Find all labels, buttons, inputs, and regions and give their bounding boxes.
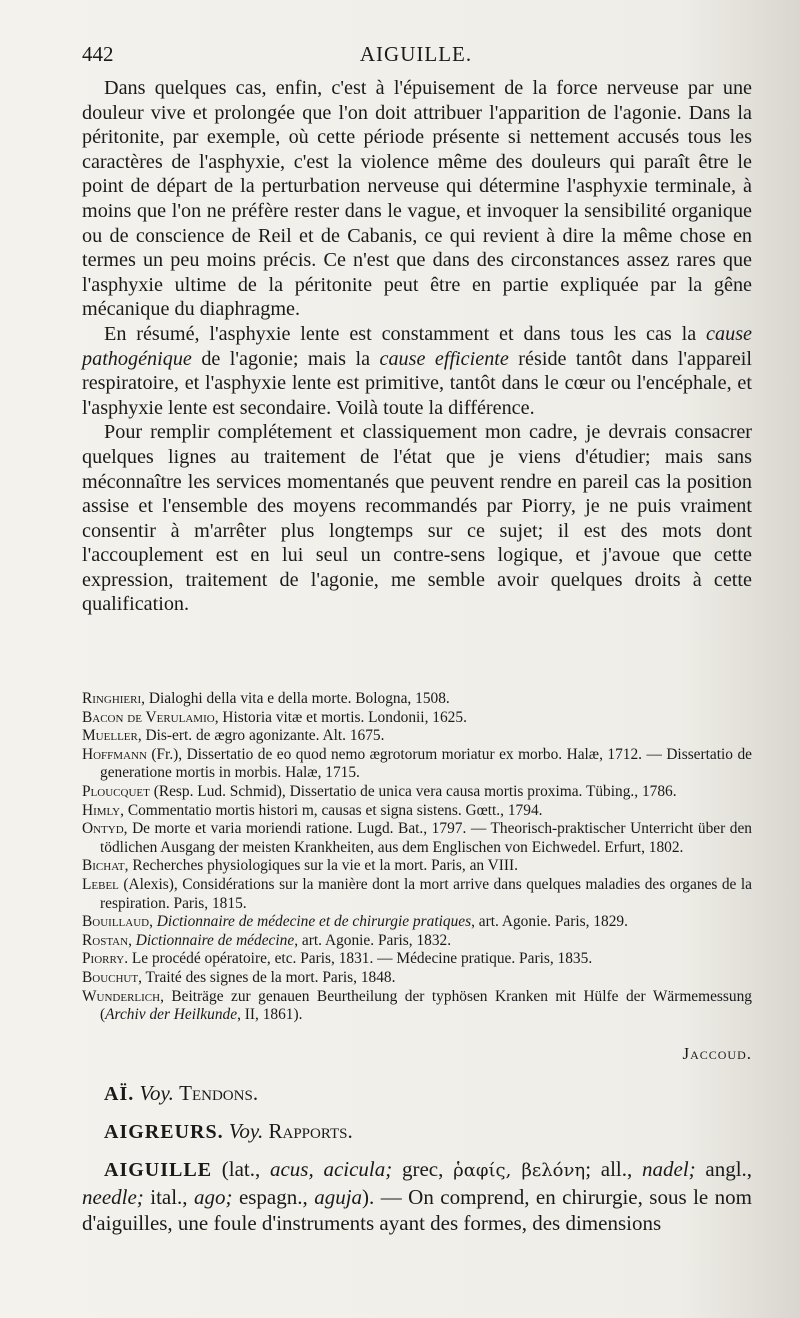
reference-item [82,820,752,857]
entry-latin: acus, acicula; [269,1157,393,1181]
reference-text-pre: , Beiträge zur genauen Beurtheilung der typhösen Kranken mit Hülfe der Wärmemessung ( [100,987,752,1024]
reference-item [82,969,752,988]
reference-item [82,709,752,728]
paragraph-1: Dans quelques cas, enfin, c'est à l'épuisement de la force nerveuse par une douleur vive et prolongée que l'on doit attribuer l'apparition de l'agonie. Dans la péritonite, par exemple, où cette période présente si nettement accusés tous les caractères de l'asphyxie, c'est la violence même des douleurs qui paraît être le point de départ de la perturbation nerveuse qui détermine l'asphyxie terminale, à moins que l'on ne préfère rester dans le vague, et invoquer la sensibilité organique ou de conscience de Reil et de Cabanis, ce qui revient à dire la même chose en termes un peu moins précis. Ce n'est que dans des circonstances assez rares que l'asphyxie ultime de la péritonite peut être en partie expliquée par la gêne mécanique du diaphragme. [82,77,752,321]
page-header [82,42,750,72]
entry-german: nadel; [642,1157,696,1181]
reference-text: . Le procédé opératoire, etc. Paris, 1831. — Médecine pratique. Paris, 1835. [124,950,593,968]
entry-aiguille [82,1156,752,1236]
entry-text: espagn., [232,1185,315,1209]
reference-text: , Dialoghi della vita e della morte. Bologna, 1508. [141,690,450,707]
reference-item [82,950,752,969]
reference-item [82,727,752,746]
entry-cross-reference: Tendons. [179,1081,259,1105]
main-text [82,76,752,617]
reference-item: Rostan, Dictionnaire de médecine, art. Agonie. Paris, 1832. [82,931,452,949]
reference-author: Ringhieri [82,690,142,707]
reference-title-italic: Archiv der Heilkunde [105,1006,238,1024]
reference-author: Ploucquet [82,782,150,800]
reference-text: , II, 1861). [237,1006,303,1024]
reference-author: Ontyd [82,820,124,838]
entry-text: ital., [143,1185,194,1209]
paragraph-2-text-c: réside tantôt dans l'appareil respiratoire, et l'asphyxie lente est primitive, tantôt dans le cœur ou l'encéphale, et l'asphyxie lente est secondaire. Voilà toute la différence. [82,347,753,419]
reference-author: Himly [82,801,121,819]
reference-author: Piorry [82,950,125,968]
reference-author: Rostan [82,931,129,949]
reference-item [82,988,752,1025]
reference-text: , Historia vitæ et mortis. Londonii, 1625. [214,708,467,726]
reference-text: , Traité des signes de la mort. Paris, 1848. [138,968,396,986]
reference-author: Bacon de Verulamio [82,708,215,726]
reference-text: , Recherches physiologiques sur la vie et la mort. Paris, an VIII. [124,857,519,875]
entry-headword: AÏ. [104,1083,135,1105]
reference-title-italic: Dictionnaire de médecine [135,931,295,949]
paragraph-3: Pour remplir complétement et classiquement mon cadre, je devrais consacrer quelques lignes au traitement de l'état que je viens d'étudier; mais sans méconnaître les services momentanés que peuvent rendre en pareil cas la position assise et l'ensemble des moyens recommandés par Piorry, je ne puis vraiment consentir à m'arrêter plus longtemps sur ce sujet; il est des mots dont l'accouplement est en lui seul un contre-sens logique, et j'avoue que cette expression, traitement de l'agonie, me semble avoir quelques droits à cette qualification. [82,421,752,616]
reference-item [82,802,752,821]
reference-author: Wunderlich [82,987,161,1005]
reference-author: Bichat [82,857,125,875]
reference-text: , art. Agonie. Paris, 1832. [294,931,452,949]
entry-text: grec, [392,1157,454,1181]
reference-author: Bouillaud [82,913,150,931]
entry-spanish: aguja [314,1185,363,1209]
reference-text: , Commentatio mortis histori m, causas et signa sistens. Gœtt., 1794. [120,801,543,819]
page-number: 442 [82,42,114,66]
reference-text: , art. Agonie. Paris, 1829. [471,913,628,931]
entry-text: ). — On comprend, en chirurgie, sous le nom d'aiguilles, une foule d'instruments ayant des formes, des dimensions [82,1185,752,1235]
paragraph-2-italic-b: cause efficiente [379,347,509,370]
reference-item [82,746,752,783]
paragraph-2-text-b: de l'agonie; mais la [201,347,371,370]
reference-author: Lebel [82,875,119,893]
reference-item: Bouillaud, Dictionnaire de médecine et de chirurgie pratiques, art. Agonie. Paris, 1829. [82,913,628,931]
reference-text: (Alexis), Considérations sur la manière dont la mort arrive dans quelques maladies des organes de la respiration. Paris, 1815. [100,875,752,912]
entry-english: needle; [82,1185,144,1209]
reference-author: Hoffmann [82,745,147,763]
reference-author: Mueller [82,727,138,745]
entry-text: angl., [695,1157,753,1181]
reference-item [82,690,752,709]
paragraph-2 [82,322,752,420]
entry-ai [82,1080,752,1107]
author-signature: Jaccoud. [682,1044,752,1063]
entry-voy: Voy. [139,1081,174,1105]
entry-headword: AIGUILLE [104,1159,213,1181]
running-title: AIGUILLE. [359,42,473,66]
reference-item [82,876,752,913]
entry-text: (lat., [221,1157,270,1181]
paragraph-2-italic-a: cause pathogénique [82,322,753,370]
reference-item [82,857,752,876]
reference-text: (Fr.), Dissertatio de eo quod nemo ægrotorum moriatur ex morbo. Halæ, 1712. — Dissertatio de generatione mortis in morbis. Halæ, 1715. [100,745,752,782]
reference-text: , De morte et varia moriendi ratione. Lugd. Bat., 1797. — Theorisch-praktischer Unterricht über den tödlichen Ausgang der meisten Krankheiten, aus dem Englischen von Eichwedel. Erfurt, 1802. [100,820,752,856]
entry-voy: Voy. [228,1119,264,1143]
bibliography [82,690,752,1025]
reference-text: (Resp. Lud. Schmid), Dissertatio de unica vera causa mortis proxima. Tübing., 1786. [149,782,677,800]
entry-cross-reference: Rapports. [268,1119,353,1143]
entry-text: ; all., [585,1157,642,1181]
entry-greek: ῥαφίς, βελόνη [453,1160,586,1181]
entry-headword: AIGREURS. [104,1121,224,1143]
reference-text: , Dis-ert. de ægro agonizante. Alt. 1675. [137,727,385,745]
reference-author: Bouchut [82,968,139,986]
reference-title-italic: Dictionnaire de médecine et de chirurgie pratiques [156,913,472,931]
reference-item [82,783,752,802]
entry-italian: ago; [194,1185,233,1209]
entry-aigreurs [82,1118,752,1145]
paragraph-2-text-a: En résumé, l'asphyxie lente est constamment et dans tous les cas la [104,322,697,345]
